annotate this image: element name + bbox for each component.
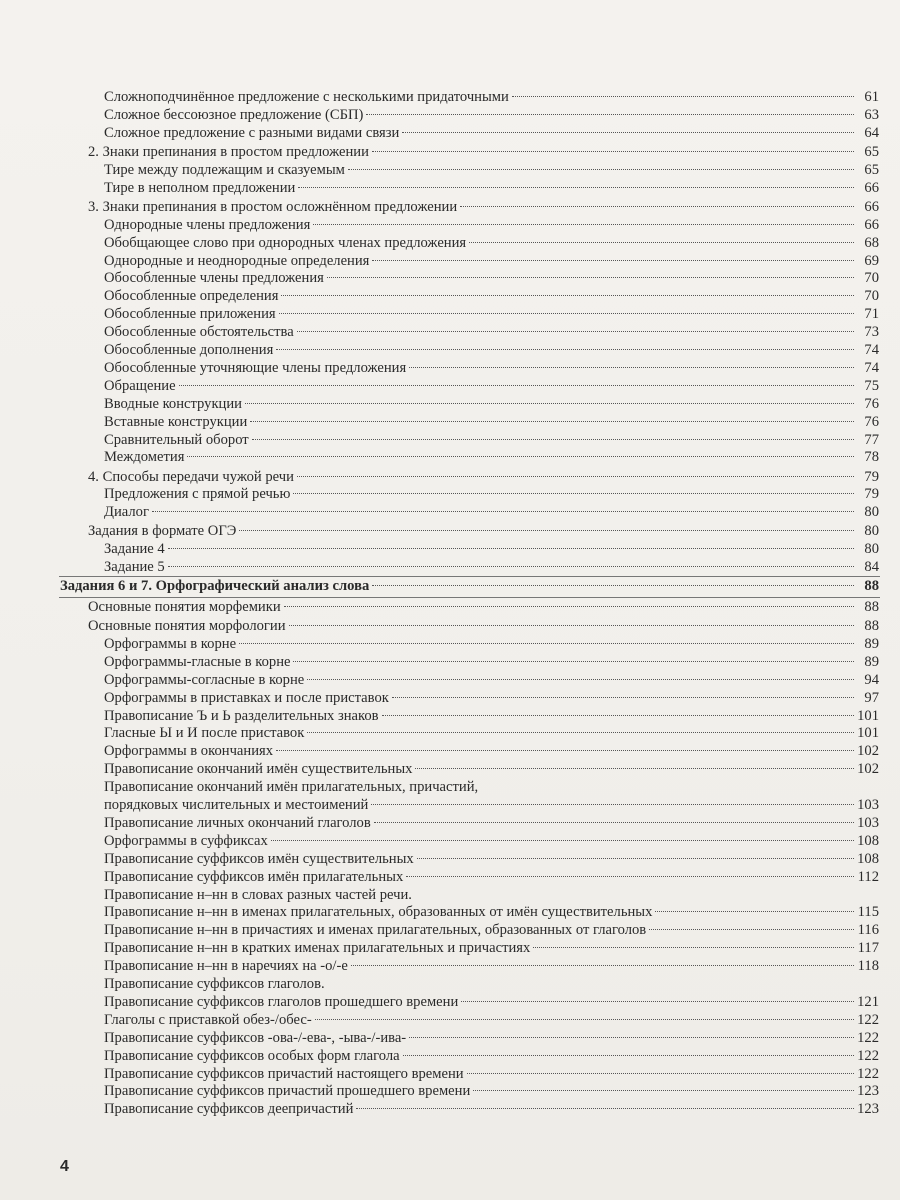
toc-entry-page: 116 [857,922,879,939]
toc-entry[interactable] [104,725,879,743]
toc-entry-title: Орфограммы-согласные в корне [104,671,305,688]
dot-leader [371,804,854,805]
toc-entry[interactable] [104,851,879,869]
toc-entry-title: Обособленные уточняющие члены предложения [104,359,407,376]
toc-entry[interactable] [104,654,879,672]
toc-entry-page: 75 [864,377,879,394]
toc-entry[interactable] [104,1030,879,1048]
toc-entry-page: 89 [864,653,879,670]
dot-leader [297,476,854,477]
toc-entry-title: Правописание н–нн в причастиях и именах прилагательных, образованных от глаголов [104,922,647,939]
toc-entry-page: 101 [857,707,879,724]
toc-entry-title: Правописание суффиксов глаголов прошедшего времени [104,993,459,1010]
toc-entry[interactable] [104,449,879,467]
toc-entry-title: Правописание суффиксов глаголов. [104,976,325,992]
toc-entry-title: Обобщающее слово при однородных членах предложения [104,234,467,251]
section-rule [59,597,880,598]
toc-entry-page: 108 [857,850,879,867]
toc-entry-title: Обращение [104,377,176,394]
dot-leader [279,313,854,314]
dot-leader [649,929,854,930]
toc-entry[interactable] [104,1066,879,1084]
toc-entry[interactable] [104,414,879,432]
toc-entry-title: 2. Знаки препинания в простом предложении [88,143,369,160]
dot-leader [245,403,854,404]
toc-entry-title: Орфограммы в суффиксах [104,832,268,849]
dot-leader [402,132,854,133]
toc-entry-page: 66 [864,179,879,196]
toc-entry-page: 123 [857,1101,879,1118]
toc-entry-page: 61 [864,89,879,105]
toc-entry[interactable] [104,815,879,833]
toc-entry-page: 123 [857,1083,879,1100]
toc-entry[interactable] [88,469,879,487]
toc-entry-page: 89 [864,635,879,652]
toc-entry-title: Орфограммы в приставках и после приставок [104,689,389,706]
toc-entry[interactable] [104,162,879,180]
dot-leader [250,421,854,422]
dot-leader [276,349,854,350]
dot-leader [372,151,854,152]
toc-entry[interactable] [104,125,879,143]
toc-entry-title: Правописание окончаний имён существительных [104,761,413,778]
toc-entry[interactable] [104,378,879,396]
toc-entry-title: Правописание окончаний имён прилагательных, причастий, [104,779,479,796]
dot-leader [374,822,854,823]
toc-entry-page: 88 [864,598,879,615]
dot-leader [168,548,854,549]
toc-entry-title: Правописание суффиксов причастий прошедшего времени [104,1083,471,1100]
dot-leader [392,697,854,698]
toc-entry-title: Сравнительный оборот [104,431,249,448]
toc-entry[interactable] [104,672,879,690]
toc-entry[interactable] [104,1012,879,1030]
dot-leader [409,367,854,368]
toc-entry[interactable] [104,1048,879,1066]
toc-entry-title: Правописание суффиксов причастий настоящего времени [104,1065,464,1082]
dot-leader [348,169,854,170]
toc-entry[interactable] [104,235,879,253]
toc-entry-title: Правописание суффиксов имён существительных [104,850,414,867]
toc-entry-page: 117 [857,940,879,957]
page-number: 4 [60,1158,69,1175]
toc-entry[interactable] [104,559,879,577]
toc-entry[interactable] [104,994,879,1012]
toc-entry-page: 63 [864,106,879,123]
toc-entry-page: 112 [857,868,879,885]
toc-entry-page: 122 [857,1011,879,1028]
toc-entry-title: Диалог [104,504,149,521]
toc-entry-page: 77 [864,431,879,448]
toc-entry-title: Задание 5 [104,559,165,576]
dot-leader [307,732,854,733]
toc-entry[interactable] [104,887,879,905]
toc-entry-title: Основные понятия морфемики [88,598,281,615]
dot-leader [460,206,854,207]
toc-entry-page: 108 [857,832,879,849]
dot-leader [415,768,854,769]
dot-leader [372,585,854,586]
toc-entry-title: Обособленные приложения [104,306,276,323]
dot-leader [512,96,854,97]
dot-leader [655,911,854,912]
section-rule [59,576,880,577]
toc-entry-title: Вставные конструкции [104,413,248,430]
dot-leader [239,530,854,531]
toc-entry[interactable] [88,599,879,617]
toc-entry-title: Правописание Ъ и Ь разделительных знаков [104,707,379,724]
toc-entry-title: Правописание суффиксов -ова-/-ева-, -ыва-/-ива- [104,1029,407,1046]
toc-entry[interactable] [104,342,879,360]
dot-leader [351,965,854,966]
toc-entry-title: Предложения с прямой речью [104,486,291,503]
toc-entry[interactable] [104,288,879,306]
toc-entry[interactable] [104,432,879,450]
toc-entry-page: 79 [864,486,879,503]
toc-entry-page: 97 [864,689,879,706]
toc-entry-page: 122 [857,1065,879,1082]
toc-entry-page: 68 [864,234,879,251]
dot-leader [271,840,854,841]
toc-entry-title: Тире между подлежащим и сказуемым [104,161,345,178]
toc-entry-page: 80 [864,523,879,540]
toc-entry-page: 121 [857,993,879,1010]
toc-entry[interactable] [104,690,879,708]
toc-entry-page: 80 [864,541,879,558]
toc-entry[interactable] [104,306,879,324]
dot-leader [239,643,854,644]
toc-entry-page: 70 [864,270,879,287]
dot-leader [289,625,854,626]
toc-entry-title: Задание 4 [104,541,165,558]
toc-entry-title: Обособленные члены предложения [104,270,324,287]
toc-entry-page: 71 [864,306,879,323]
toc-entry[interactable] [104,107,879,125]
dot-leader [533,947,854,948]
toc-entry[interactable] [104,976,879,994]
toc-entry-page: 70 [864,288,879,305]
toc-entry-page: 94 [864,671,879,688]
toc-entry-page: 102 [857,761,879,778]
toc-entry[interactable] [104,1083,879,1101]
toc-entry[interactable] [104,761,879,779]
toc-entry-page: 66 [864,198,879,215]
toc-entry-page: 78 [864,449,879,466]
toc-entry-page: 103 [857,814,879,831]
toc-entry[interactable] [104,636,879,654]
toc-entry-page: 74 [864,342,879,358]
dot-leader [187,456,854,457]
toc-entry-title: Правописание н–нн в кратких именах прилагательных и причастиях [104,940,531,957]
toc-entry-page: 102 [857,743,879,760]
toc-entry-page: 88 [864,578,879,595]
toc-entry[interactable] [104,743,879,761]
toc-entry[interactable] [104,1101,879,1119]
dot-leader [461,1001,854,1002]
toc-entry-page: 122 [857,1047,879,1064]
toc-entry-page: 76 [864,395,879,412]
dot-leader [315,1019,854,1020]
dot-leader [293,661,854,662]
toc-entry-title: Задания 6 и 7. Орфографический анализ слова [60,578,370,595]
toc-entry[interactable] [104,253,879,271]
toc-entry[interactable] [104,922,879,940]
dot-leader [252,439,854,440]
toc-entry-page: 79 [864,468,879,485]
toc-entry[interactable] [104,904,879,922]
toc-entry[interactable] [104,940,879,958]
toc-entry-title: Задания в формате ОГЭ [88,523,237,540]
dot-leader [284,606,854,607]
toc-entry-page: 84 [864,559,879,576]
dot-leader [152,511,854,512]
dot-leader [293,493,854,494]
toc-entry-title: Орфограммы в корне [104,635,237,652]
toc-entry-title: Вводные конструкции [104,395,242,412]
toc-entry-title: Правописание суффиксов деепричастий [104,1101,354,1118]
dot-leader [467,1073,854,1074]
toc-entry-title: Правописание суффиксов особых форм глагола [104,1047,400,1064]
toc-entry[interactable] [88,199,879,217]
dot-leader [409,1037,854,1038]
toc-entry-page: 115 [857,904,879,921]
dot-leader [469,242,854,243]
toc-entry-title: Правописание суффиксов имён прилагательных [104,868,404,885]
toc-entry-title: Правописание н–нн в словах разных частей речи. [104,886,412,903]
toc-entry[interactable] [88,523,879,541]
toc-entry-title: 3. Знаки препинания в простом осложнённом предложении [88,198,458,215]
dot-leader [276,750,854,751]
toc-entry-title: 4. Способы передачи чужой речи [88,468,294,485]
dot-leader [179,385,854,386]
toc-entry-title: Основные понятия морфологии [88,618,286,634]
toc-entry-title: Однородные и неоднородные определения [104,252,370,269]
toc-entry-page: 73 [864,324,879,341]
toc-entry[interactable] [88,618,879,636]
toc-entry-page: 103 [857,797,879,813]
toc-entry-title: Правописание личных окончаний глаголов [104,814,371,831]
toc-entry[interactable] [104,541,879,559]
toc-entry[interactable] [104,270,879,288]
dot-leader [473,1090,854,1091]
dot-leader [327,277,854,278]
toc-entry[interactable] [104,396,879,414]
toc-entry[interactable] [104,180,879,198]
toc-entry-title: Правописание н–нн в именах прилагательных, образованных от имён существительных [104,904,653,921]
dot-leader [366,114,854,115]
toc-entry-title: Обособленные обстоятельства [104,324,294,341]
dot-leader [281,295,854,296]
toc-entry-page: 118 [857,958,879,975]
toc-entry[interactable] [104,833,879,851]
toc-entry-page: 76 [864,413,879,430]
toc-entry[interactable] [104,217,879,235]
toc-entry-title: Обособленные определения [104,288,279,305]
toc-entry[interactable] [88,144,879,162]
toc-entry-page: 65 [864,161,879,178]
toc-entry[interactable] [104,797,879,815]
toc-entry-page: 65 [864,143,879,160]
toc-entry-page: 64 [864,124,879,141]
toc-entry[interactable] [104,708,879,726]
dot-leader [403,1055,854,1056]
toc-entry-title: порядковых числительных и местоимений [104,797,369,813]
dot-leader [372,260,854,261]
dot-leader [356,1108,854,1109]
toc-entry-title: Орфограммы в окончаниях [104,743,274,760]
toc-entry[interactable] [104,958,879,976]
toc-entry-title: Гласные Ы и И после приставок [104,725,305,742]
toc-entry[interactable] [60,578,879,596]
toc-entry[interactable] [104,324,879,342]
dot-leader [307,679,854,680]
toc-entry[interactable] [104,504,879,522]
dot-leader [168,566,854,567]
toc-entry-title: Междометия [104,449,185,466]
dot-leader [417,858,854,859]
toc-entry-page: 101 [857,725,879,742]
toc-entry-title: Обособленные дополнения [104,342,274,358]
toc-entry-title: Правописание н–нн в наречиях на -о/-е [104,958,348,975]
toc-entry-page: 80 [864,504,879,521]
toc-entry-title: Сложное бессоюзное предложение (СБП) [104,106,364,123]
toc-entry-title: Сложноподчинённое предложение с несколькими придаточными [104,89,509,105]
toc-entry-page: 122 [857,1029,879,1046]
dot-leader [382,715,854,716]
dot-leader [298,187,854,188]
toc-entry-page: 74 [864,359,879,376]
toc-entry[interactable] [104,779,879,797]
toc-entry[interactable] [104,360,879,378]
dot-leader [313,224,854,225]
toc-entry-title: Сложное предложение с разными видами связи [104,124,400,141]
dot-leader [297,331,854,332]
toc-entry-page: 88 [864,618,879,634]
toc-entry-title: Глаголы с приставкой обез-/обес- [104,1011,312,1028]
toc-entry-page: 66 [864,216,879,233]
toc-entry-title: Тире в неполном предложении [104,179,296,196]
toc-entry[interactable] [104,869,879,887]
dot-leader [406,876,854,877]
toc-entry[interactable] [104,89,879,107]
toc-entry[interactable] [104,486,879,504]
toc-entry-page: 69 [864,252,879,269]
toc-entry-title: Орфограммы-гласные в корне [104,653,291,670]
toc-entry-title: Однородные члены предложения [104,216,311,233]
